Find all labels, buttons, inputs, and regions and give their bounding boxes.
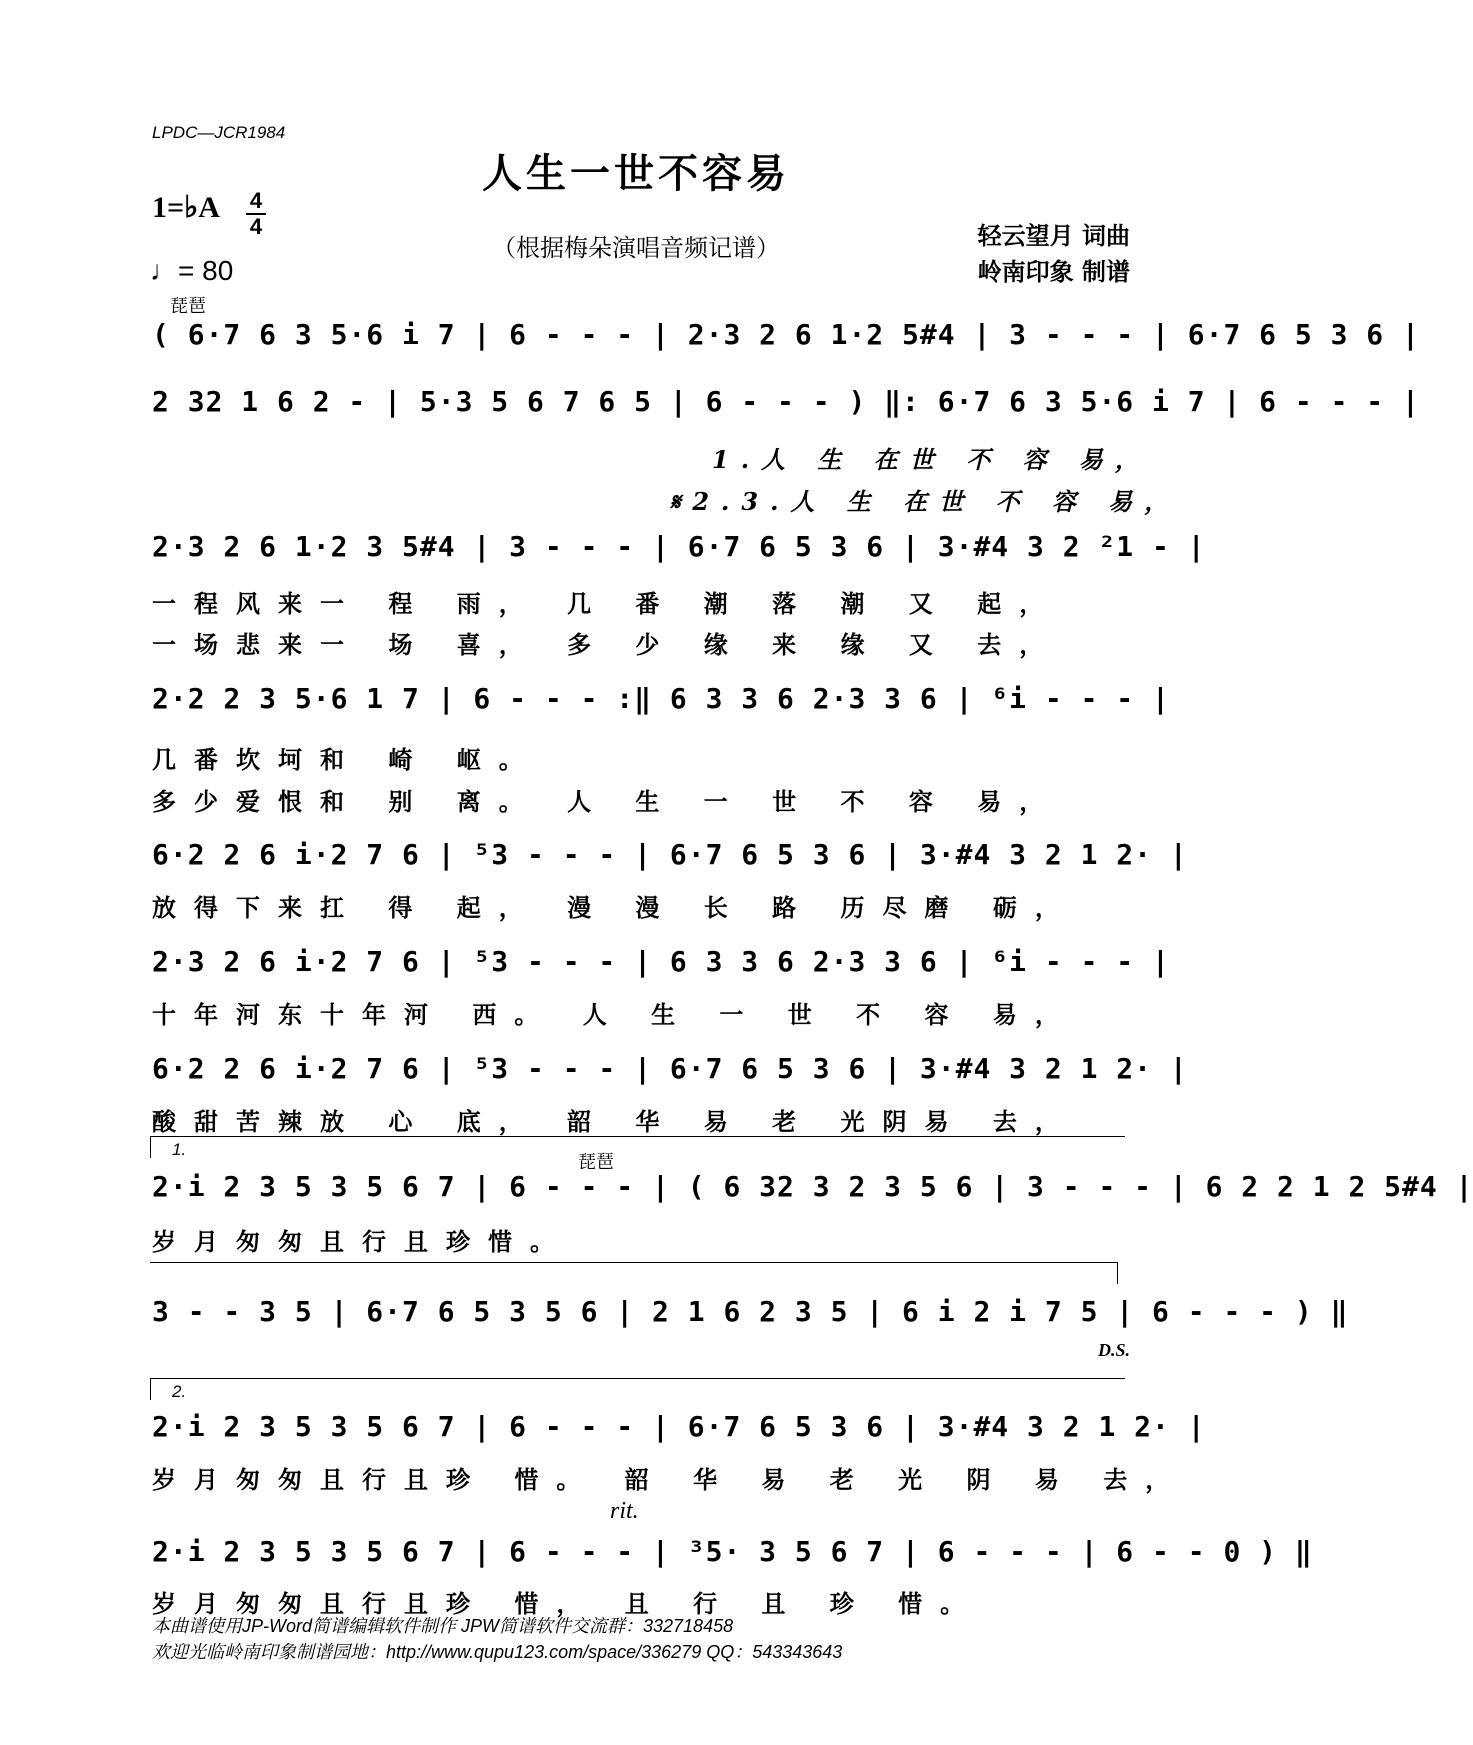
notation-row-1: ( 6·7 6 3 5·6 i 7 | 6 - - - | 2·3 2 6 1·2 5#4 | 3 - - - | 6·7 6 5 3 6 | (152, 318, 1420, 351)
volta-2-label: 2. (172, 1382, 187, 1401)
lyric-row-3-verse1: 一程风来一 程 雨， 几 番 潮 落 潮 又 起， (152, 589, 1062, 618)
instrument-label-interlude: 琵琶 (578, 1152, 614, 1173)
notation-row-9: 3 - - 3 5 | 6·7 6 5 3 5 6 | 2 1 6 2 3 5 | 6 i 2 i 7 5 | 6 - - - ) ‖ (152, 1295, 1349, 1328)
score-code: LPDC—JCR1984 (152, 123, 286, 142)
lyric-row-4-verse1: 几番坎坷和 崎 岖。 (152, 745, 541, 774)
lyric-row-3-verse2: 一场悲来一 场 喜， 多 少 缘 来 缘 又 去， (152, 630, 1062, 659)
notation-row-4: 2·2 2 3 5·6 1 7 | 6 - - - :‖ 6 3 3 6 2·3 3 6 | ⁶i - - - | (152, 682, 1170, 715)
notation-row-2: 2 32 1 6 2 - | 5·3 5 6 7 6 5 | 6 - - - ) ‖: 6·7 6 3 5·6 i 7 | 6 - - - | (152, 385, 1420, 418)
lyric-row-7: 酸甜苦辣放 心 底， 韶 华 易 老 光阴易 去， (152, 1107, 1077, 1136)
volta-1-label: 1. (172, 1140, 187, 1159)
notation-row-7: 6·2 2 6 i·2 7 6 | ⁵3 - - - | 6·7 6 5 3 6 | 3·#4 3 2 1 2· | (152, 1052, 1188, 1085)
notation-row-6: 2·3 2 6 i·2 7 6 | ⁵3 - - - | 6 3 3 6 2·3 3 6 | ⁶i - - - | (152, 945, 1170, 978)
lyric-row-11: 岁月匆匆且行且珍 惜， 且 行 且 珍 惜。 (152, 1589, 983, 1618)
lyric-row-5: 放得下来扛 得 起， 漫 漫 长 路 历尽磨 砺， (152, 893, 1077, 922)
time-signature-bottom: 4 (249, 214, 263, 239)
footer-website-note: 欢迎光临岭南印象制谱园地：http://www.qupu123.com/space/336279 QQ：543343643 (152, 1642, 843, 1662)
lyric-row-2-verse2: 𝄋2.3.人 生 在世 不 容 易， (670, 487, 1181, 516)
lyric-row-10: 岁月匆匆且行且珍 惜。 韶 华 易 老 光 阴 易 去， (152, 1465, 1188, 1494)
credit-score: 岭南印象 制谱 (977, 257, 1130, 286)
time-signature-top: 4 (249, 188, 263, 213)
tempo-marking: ♩= 80 (150, 255, 234, 286)
lyric-row-8: 岁月匆匆且行且珍惜。 (152, 1227, 572, 1256)
footer-software-note: 本曲谱使用JP-Word简谱编辑软件制作 JPW简谱软件交流群：332718458 (152, 1616, 734, 1636)
key-signature: 1=♭A (152, 191, 220, 224)
credit-lyrics: 轻云望月 词曲 (977, 221, 1130, 250)
notation-row-3: 2·3 2 6 1·2 3 5#4 | 3 - - - | 6·7 6 5 3 6 | 3·#4 3 2 ²1 - | (152, 530, 1206, 563)
notation-row-10: 2·i 2 3 5 3 5 6 7 | 6 - - - | 6·7 6 5 3 6 | 3·#4 3 2 1 2· | (152, 1410, 1206, 1443)
notation-row-11: 2·i 2 3 5 3 5 6 7 | 6 - - - | ³5· 3 5 6 7 | 6 - - - | 6 - - 0 ) ‖ (152, 1535, 1313, 1568)
lyric-row-4-verse2: 多少爱恨和 别 离。 人 生 一 世 不 容 易， (152, 787, 1062, 816)
time-signature (246, 190, 266, 238)
song-subtitle: （根据梅朵演唱音频记谱） (492, 234, 780, 262)
lyric-row-2-verse1: 1.人 生 在世 不 容 易， (712, 445, 1151, 474)
notation-row-5: 6·2 2 6 i·2 7 6 | ⁵3 - - - | 6·7 6 5 3 6 | 3·#4 3 2 1 2· | (152, 838, 1188, 871)
notation-row-8: 2·i 2 3 5 3 5 6 7 | 6 - - - | ( 6 32 3 2 3 5 6 | 3 - - - | 6 2 2 1 2 5#4 | (152, 1170, 1473, 1203)
instrument-label: 琵琶 (170, 296, 206, 317)
ritardando-marking: rit. (610, 1498, 639, 1524)
lyric-row-6: 十年河东十年河 西。 人 生 一 世 不 容 易， (152, 1000, 1077, 1029)
song-title: 人生一世不容易 (482, 150, 790, 197)
dal-segno-marking: D.S. (1098, 1340, 1131, 1360)
